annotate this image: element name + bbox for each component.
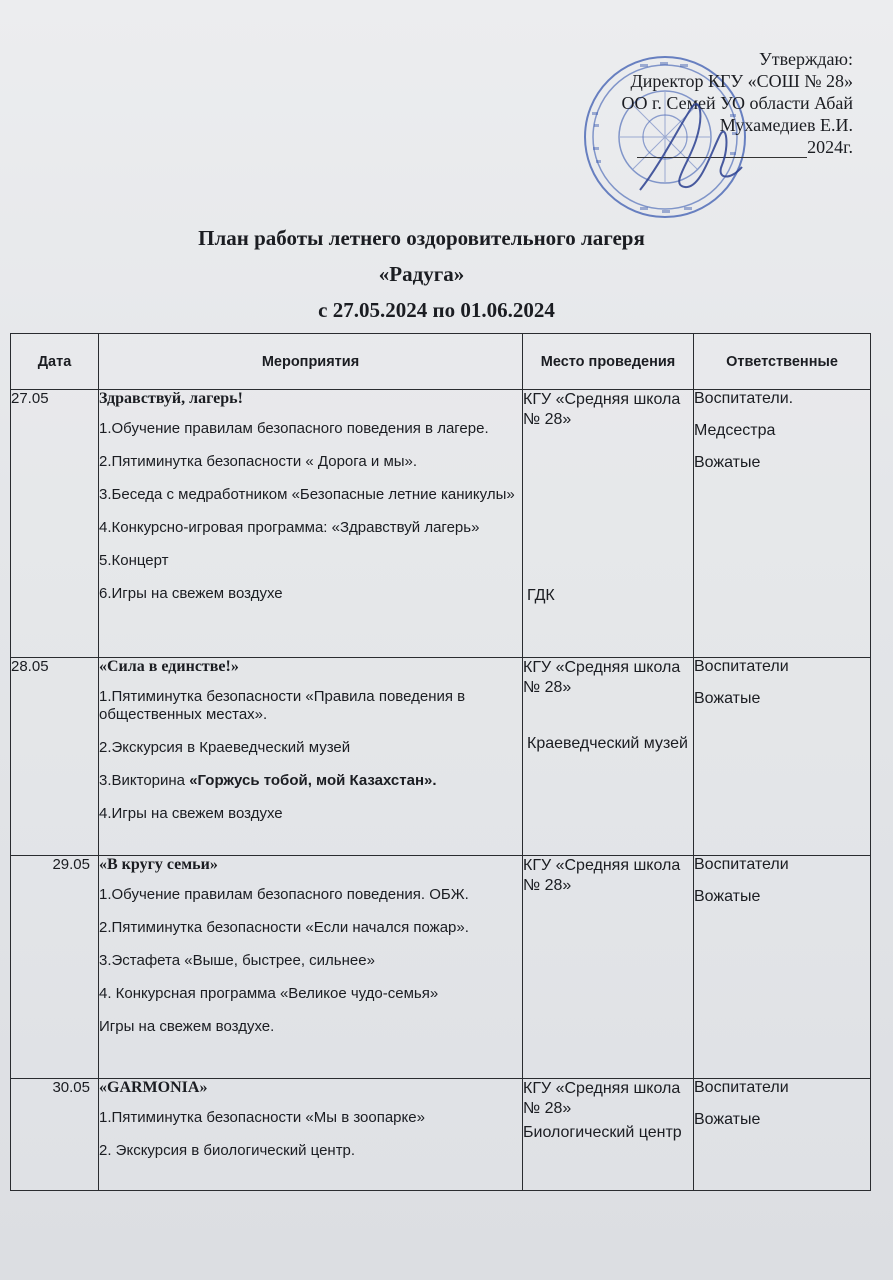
event-heading: Здравствуй, лагерь!: [99, 390, 243, 407]
table-header-row: [11, 334, 871, 390]
place-primary: КГУ «Средняя школа № 28»: [523, 659, 681, 696]
row-events: [99, 390, 523, 658]
row-responsible: [694, 856, 871, 1079]
row-date: 27.05: [11, 390, 99, 658]
event-item: 3.Эстафета «Выше, быстрее, сильнее»: [99, 952, 375, 969]
approval-line-1: Утверждаю:: [758, 49, 853, 69]
responsible-item: Воспитатели: [694, 658, 789, 675]
event-item: [99, 772, 522, 790]
event-item: 4.Игры на свежем воздухе: [99, 805, 283, 822]
event-heading: «GARMONIA»: [99, 1079, 208, 1096]
row-responsible: [694, 1079, 871, 1191]
approval-line-4: Мухамедиев Е.И.: [719, 115, 853, 135]
header-events: Мероприятия: [99, 334, 523, 390]
responsible-item: Воспитатели: [694, 1079, 789, 1096]
place-primary: КГУ «Средняя школа № 28»: [523, 1080, 681, 1117]
table-row: [11, 1079, 871, 1191]
event-item: 1.Пятиминутка безопасности «Правила поведения в общественных местах».: [99, 688, 466, 723]
row-date: 28.05: [11, 658, 99, 856]
header-place: Место проведения: [523, 334, 694, 390]
responsible-item: Воспитатели.: [694, 390, 794, 407]
approval-year: 2024г.: [807, 137, 853, 157]
director-signature: [630, 95, 750, 205]
title-line-3: с 27.05.2024 по 01.06.2024: [318, 298, 555, 322]
event-item: 1.Обучение правилам безопасного поведения в лагере.: [99, 420, 489, 437]
event-heading: «В кругу семьи»: [99, 856, 218, 873]
event-item: 2.Пятиминутка безопасности « Дорога и мы».: [99, 453, 418, 470]
event-item: 1.Обучение правилам безопасного поведения. ОБЖ.: [99, 886, 469, 903]
place-primary: КГУ «Средняя школа № 28»: [523, 857, 681, 894]
approval-line-3: ОО г. Семей УО области Абай: [621, 93, 853, 113]
row-place: [523, 856, 694, 1079]
event-item: 5.Концерт: [99, 552, 169, 569]
header-date: Дата: [11, 334, 99, 390]
event-item: Игры на свежем воздухе.: [99, 1018, 275, 1035]
responsible-item: Вожатые: [694, 888, 761, 905]
document-title: [0, 220, 893, 328]
row-place: [523, 390, 694, 658]
responsible-item: Вожатые: [694, 1111, 761, 1128]
row-date: 29.05: [11, 856, 99, 1079]
row-place: [523, 658, 694, 856]
row-responsible: [694, 658, 871, 856]
event-heading: «Сила в единстве!»: [99, 658, 239, 675]
event-item: 3.Беседа с медработником «Безопасные летние каникулы»: [99, 486, 515, 503]
row-events: [99, 1079, 523, 1191]
table-row: [11, 390, 871, 658]
table-row: [11, 856, 871, 1079]
header-responsible: Ответственные: [694, 334, 871, 390]
responsible-item: Вожатые: [694, 690, 761, 707]
table-row: [11, 658, 871, 856]
event-item-bold: «Горжусь тобой, мой Казахстан».: [189, 772, 437, 789]
event-item-text: 3.Викторина: [99, 772, 190, 789]
event-item: 4. Конкурсная программа «Великое чудо-семья»: [99, 985, 439, 1002]
approval-line-2: Директор КГУ «СОШ № 28»: [630, 71, 853, 91]
row-events: [99, 856, 523, 1079]
responsible-item: Вожатые: [694, 454, 761, 471]
place-secondary: Биологический центр: [523, 1124, 682, 1141]
row-date: 30.05: [11, 1079, 99, 1191]
responsible-item: Медсестра: [694, 422, 776, 439]
plan-table: [10, 333, 871, 1191]
row-responsible: [694, 390, 871, 658]
event-item: 2.Экскурсия в Краеведческий музей: [99, 739, 351, 756]
place-primary: КГУ «Средняя школа № 28»: [523, 391, 681, 428]
event-item: 1.Пятиминутка безопасности «Мы в зоопарке»: [99, 1109, 425, 1126]
event-item: 2. Экскурсия в биологический центр.: [99, 1142, 356, 1159]
responsible-item: Воспитатели: [694, 856, 789, 873]
row-place: [523, 1079, 694, 1191]
place-secondary: ГДК: [527, 587, 555, 604]
place-secondary: Краеведческий музей: [527, 735, 688, 752]
event-item: 2.Пятиминутка безопасности «Если начался пожар».: [99, 919, 469, 936]
title-line-2: «Радуга»: [378, 262, 465, 286]
row-events: [99, 658, 523, 856]
event-item: 6.Игры на свежем воздухе: [99, 585, 283, 602]
event-item: 4.Конкурсно-игровая программа: «Здравствуй лагерь»: [99, 519, 480, 536]
title-line-1: План работы летнего оздоровительного лагеря: [198, 226, 645, 250]
